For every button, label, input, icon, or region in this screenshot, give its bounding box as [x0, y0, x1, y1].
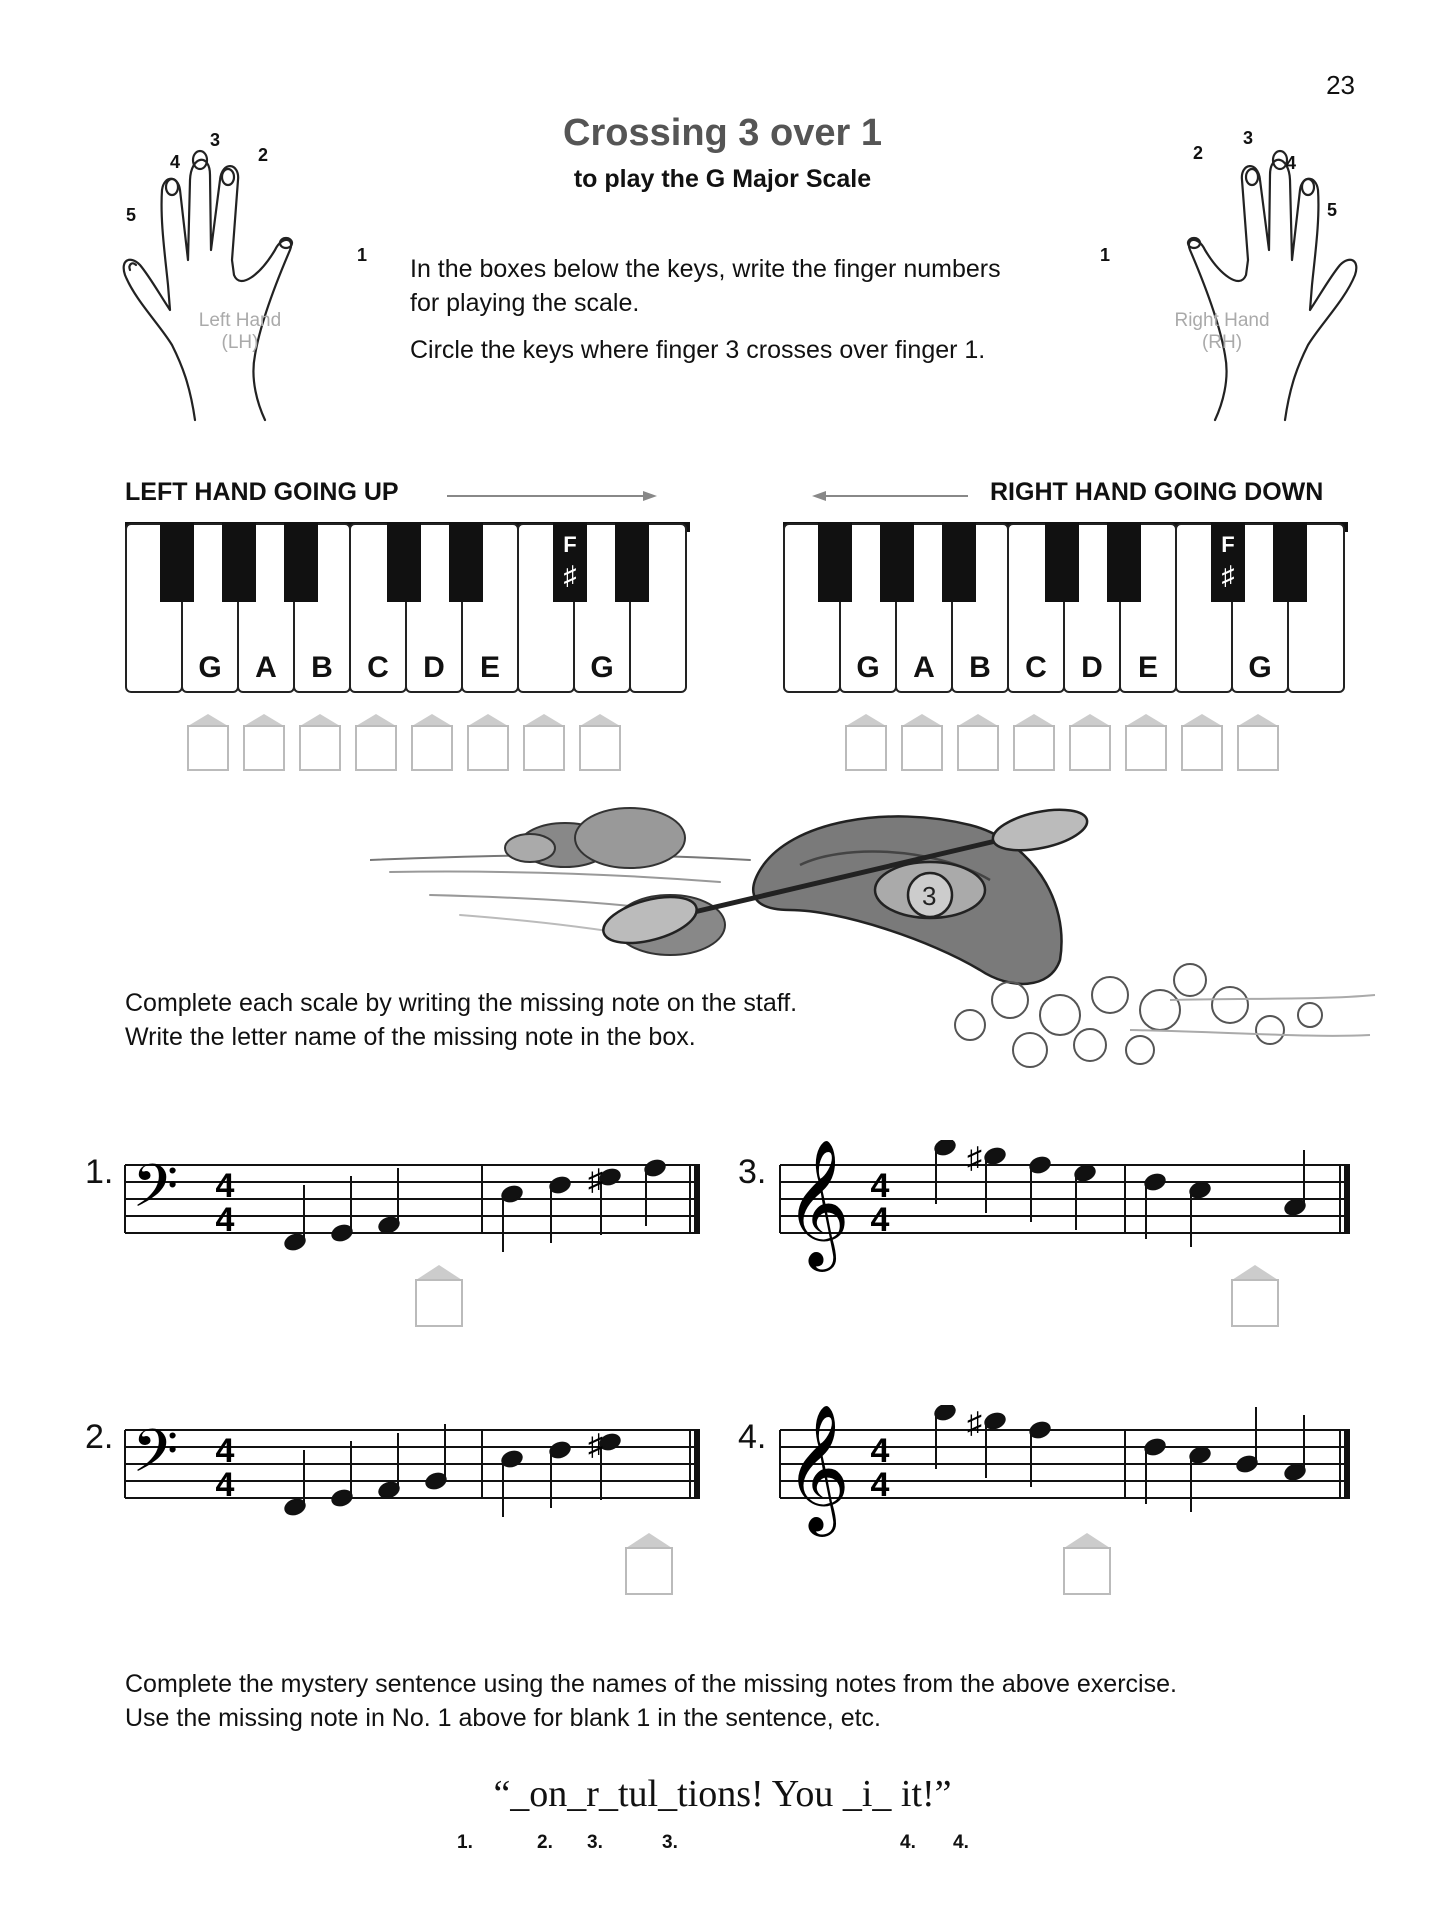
blank-number: 4. [953, 1832, 969, 1853]
key-label: B [311, 651, 333, 684]
right-hand-abbr: (RH) [1201, 332, 1243, 353]
left-finger-boxes [185, 712, 635, 774]
answer-box[interactable] [356, 714, 396, 770]
treble-clef-icon: 𝄞 [785, 1141, 851, 1264]
left-hand-finger-3: 3 [210, 130, 221, 150]
answer-box[interactable] [412, 714, 452, 770]
sharp-icon: ♯ [967, 1142, 982, 1175]
bass-clef-icon: 𝄢 [132, 1154, 179, 1234]
time-signature-bottom: 4 [870, 1201, 890, 1239]
right-keyboard [783, 522, 1348, 702]
time-signature-bottom: 4 [215, 1466, 235, 1504]
right-hand-finger-1: 1 [1100, 245, 1111, 265]
instruction-line-1: In the boxes below the keys, write the finger numbers [410, 255, 1001, 283]
left-hand-finger-2: 2 [258, 145, 269, 165]
answer-box[interactable] [468, 714, 508, 770]
time-signature-bottom: 4 [215, 1201, 235, 1239]
answer-box[interactable] [580, 714, 620, 770]
right-hand-finger-4: 4 [1286, 153, 1297, 173]
black-key[interactable] [387, 522, 421, 602]
blank-number: 2. [537, 1832, 553, 1853]
staff-exercise-2 [120, 1405, 705, 1595]
time-signature-top: 4 [870, 1432, 890, 1470]
exercise-number: 3. [738, 1153, 767, 1191]
key-label: D [423, 651, 445, 684]
answer-box[interactable] [1070, 714, 1110, 770]
left-hand-finger-5: 5 [126, 205, 137, 225]
right-hand-finger-5: 5 [1327, 200, 1338, 220]
arrow-right-icon [445, 488, 660, 504]
answer-box[interactable] [300, 714, 340, 770]
exercise-number: 4. [738, 1418, 767, 1456]
answer-box[interactable] [1182, 714, 1222, 770]
key-label: A [913, 651, 935, 684]
blank-number: 3. [662, 1832, 678, 1853]
right-keyboard-label: RIGHT HAND GOING DOWN [990, 478, 1324, 506]
treble-clef-icon: 𝄞 [785, 1406, 851, 1529]
black-key[interactable] [449, 522, 483, 602]
key-label: G [198, 651, 222, 684]
staff-instruction-line-1: Complete each scale by writing the missing note on the staff. [125, 989, 798, 1017]
time-signature-top: 4 [870, 1167, 890, 1205]
right-finger-boxes [843, 712, 1293, 774]
sharp-icon: ♯ [967, 1407, 982, 1440]
key-label: C [1025, 651, 1047, 684]
black-key[interactable] [1273, 522, 1307, 602]
arrow-left-icon [810, 488, 970, 504]
instruction-line-2: for playing the scale. [410, 289, 640, 317]
answer-box-exercise-3[interactable] [1228, 1262, 1284, 1330]
bass-clef-icon: 𝄢 [132, 1419, 179, 1499]
black-key[interactable] [160, 522, 194, 602]
staff-instruction-line-2: Write the letter name of the missing note in the box. [125, 1023, 696, 1051]
left-keyboard [125, 522, 690, 702]
answer-box[interactable] [958, 714, 998, 770]
left-hand-label: Left Hand [198, 310, 282, 331]
black-key[interactable] [284, 522, 318, 602]
black-key[interactable] [942, 522, 976, 602]
key-label: C [367, 651, 389, 684]
black-key[interactable] [880, 522, 914, 602]
right-hand-finger-2: 2 [1193, 143, 1204, 163]
key-label: E [1137, 651, 1159, 684]
answer-box[interactable] [1014, 714, 1054, 770]
exercise-number: 2. [85, 1418, 114, 1456]
answer-box-exercise-1[interactable] [412, 1262, 468, 1330]
time-signature-top: 4 [215, 1167, 235, 1205]
left-hand-illustration [110, 125, 390, 425]
answer-box[interactable] [902, 714, 942, 770]
left-hand-finger-4: 4 [170, 152, 181, 172]
instruction-line-3: Circle the keys where finger 3 crosses over finger 1. [410, 336, 986, 364]
key-label: G [590, 651, 614, 684]
exercise-number: 1. [85, 1153, 114, 1191]
answer-box-exercise-2[interactable] [622, 1530, 678, 1598]
f-sharp-symbol: ♯ [1221, 560, 1235, 590]
key-label: E [479, 651, 501, 684]
key-label: A [255, 651, 277, 684]
key-label: G [1248, 651, 1272, 684]
sharp-icon: ♯ [588, 1164, 603, 1197]
right-hand-label: Right Hand [1174, 310, 1270, 331]
left-hand-abbr: (LH) [221, 332, 259, 353]
right-hand-illustration [1090, 125, 1370, 425]
page-subtitle: to play the G Major Scale [573, 165, 872, 193]
mystery-sentence: “_on_r_tul_tions! You _i_ it!” [493, 1773, 952, 1815]
left-hand-finger-1: 1 [357, 245, 368, 265]
answer-box[interactable] [1126, 714, 1166, 770]
f-sharp-symbol: ♯ [563, 560, 577, 590]
mystery-instruction-line-2: Use the missing note in No. 1 above for blank 1 in the sentence, etc. [125, 1704, 881, 1732]
answer-box[interactable] [1238, 714, 1278, 770]
answer-box-exercise-4[interactable] [1060, 1530, 1116, 1598]
f-sharp-letter: F [563, 532, 577, 557]
time-signature-top: 4 [215, 1432, 235, 1470]
key-label: B [969, 651, 991, 684]
answer-box[interactable] [244, 714, 284, 770]
f-sharp-letter: F [1221, 532, 1235, 557]
key-label: D [1081, 651, 1103, 684]
kayak-number: 3 [922, 881, 937, 911]
answer-box[interactable] [188, 714, 228, 770]
black-key[interactable] [1045, 522, 1079, 602]
blank-number: 1. [457, 1832, 473, 1853]
black-key[interactable] [1107, 522, 1141, 602]
answer-box[interactable] [524, 714, 564, 770]
answer-box[interactable] [846, 714, 886, 770]
black-key[interactable] [818, 522, 852, 602]
key-label: G [856, 651, 880, 684]
black-key[interactable] [615, 522, 649, 602]
time-signature-bottom: 4 [870, 1466, 890, 1504]
black-key[interactable] [222, 522, 256, 602]
blank-number: 3. [587, 1832, 603, 1853]
blank-number: 4. [900, 1832, 916, 1853]
page-title: Crossing 3 over 1 [563, 112, 882, 154]
sharp-icon: ♯ [588, 1429, 603, 1462]
right-hand-finger-3: 3 [1243, 128, 1254, 148]
left-keyboard-label: LEFT HAND GOING UP [125, 478, 399, 506]
page-number: 23 [1326, 70, 1355, 100]
mystery-instruction-line-1: Complete the mystery sentence using the names of the missing notes from the above exercise. [125, 1670, 1177, 1698]
